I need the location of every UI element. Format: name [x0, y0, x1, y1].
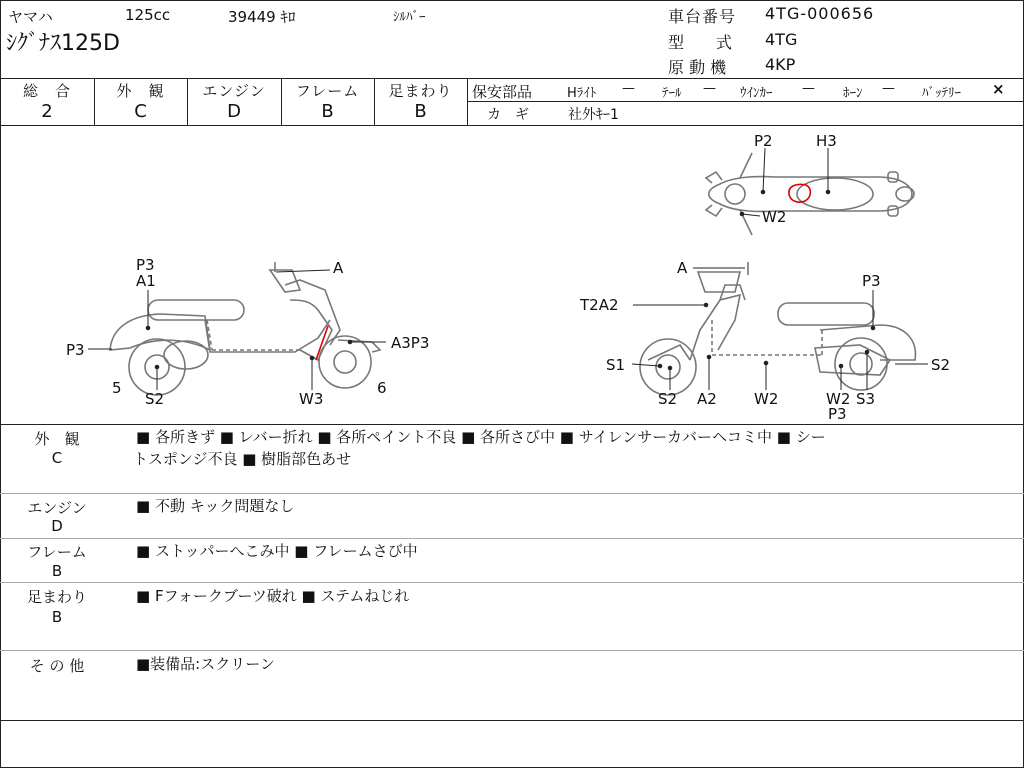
divider-detail-5 — [0, 720, 1024, 721]
grade-value-suspension: B — [414, 101, 427, 122]
grade-value-overall: 2 — [41, 101, 53, 122]
engine-value: 4KP — [765, 55, 796, 74]
safety-mark-winker: — — [802, 81, 815, 96]
label-right-s2-side: S2 — [931, 356, 951, 374]
grade-label-suspension: 足まわり — [388, 82, 453, 100]
safety-mark-horn: — — [882, 81, 895, 96]
detail-label-frame: フレーム — [27, 543, 87, 561]
label-right-t2a2: T2A2 — [580, 296, 619, 314]
label-left-w3: W3 — [299, 390, 324, 408]
divider-detail-2 — [0, 538, 1024, 539]
detail-label-engine: エンジン — [27, 499, 87, 517]
safety-item-winker: ｳｲﾝｶｰ — [740, 86, 773, 101]
safety-mark-battery: × — [992, 80, 1005, 98]
frame-number: 4TG-000656 — [765, 4, 875, 23]
key-value: 社外ｷｰ1 — [568, 107, 619, 123]
safety-label: 保安部品 — [472, 83, 533, 101]
detail-text-engine: ■ 不動 キック問題なし — [136, 497, 295, 515]
label-right-w2: W2 — [754, 390, 779, 408]
label-top-p2: P2 — [754, 132, 773, 150]
label-right-s3: S3 — [856, 390, 876, 408]
grade-value-engine: D — [227, 101, 241, 122]
grade-label-engine: エンジン — [202, 82, 266, 100]
label-left-6: 6 — [377, 379, 387, 397]
type-value: 4TG — [765, 30, 798, 49]
detail-grade-engine: D — [51, 517, 63, 535]
grade-label-exterior: 外 観 — [116, 82, 165, 100]
label-right-w2-rear: W2 — [826, 390, 851, 408]
safety-item-horn: ﾎｰﾝ — [843, 86, 863, 101]
divider-detail-4 — [0, 650, 1024, 651]
safety-item-battery: ﾊﾞｯﾃﾘｰ — [922, 86, 961, 101]
type-label: 型 式 — [668, 33, 733, 52]
label-right-p3: P3 — [862, 272, 881, 290]
detail-grade-frame: B — [51, 562, 63, 580]
label-left-a: A — [333, 259, 344, 277]
detail-grade-exterior: C — [51, 449, 63, 467]
maker: ヤマハ — [8, 8, 53, 26]
label-right-a2: A2 — [697, 390, 717, 408]
displacement: 125cc — [125, 6, 171, 24]
label-left-s2: S2 — [145, 390, 165, 408]
model-name: ｼｸﾞﾅｽ125D — [6, 31, 120, 56]
detail-text-suspension: ■ Fフォークブーツ破れ ■ ステムねじれ — [136, 587, 410, 605]
grade-label-frame: フレーム — [295, 82, 360, 100]
label-top-h3: H3 — [816, 132, 837, 150]
label-right-s2: S2 — [658, 390, 678, 408]
safety-item-headlight: Hﾗｲﾄ — [567, 86, 597, 101]
label-left-p3-top: P3 — [136, 256, 155, 274]
divider-detail-3 — [0, 582, 1024, 583]
mileage: 39449 ｷﾛ — [228, 8, 296, 26]
color: ｼﾙﾊﾞｰ — [393, 10, 426, 25]
safety-item-tail: ﾃｰﾙ — [662, 86, 682, 101]
grade-value-frame: B — [321, 101, 334, 122]
label-top-w2: W2 — [762, 208, 787, 226]
grade-value-exterior: C — [134, 101, 147, 122]
divider-detail-1 — [0, 493, 1024, 494]
label-right-s1: S1 — [606, 356, 626, 374]
detail-grade-suspension: B — [51, 608, 63, 626]
key-label: カ ギ — [487, 107, 529, 123]
label-left-a3p3: A3P3 — [391, 334, 430, 352]
label-right-p3-rear: P3 — [828, 405, 847, 423]
detail-label-exterior: 外 観 — [34, 430, 80, 448]
detail-text-other: ■装備品:スクリーン — [136, 655, 275, 673]
detail-text-frame: ■ ストッパーへこみ中 ■ フレームさび中 — [136, 542, 418, 560]
label-left-p3: P3 — [66, 341, 85, 359]
detail-label-suspension: 足まわり — [26, 588, 87, 606]
safety-mark-tail: — — [703, 81, 716, 96]
detail-text-exterior-1: ■ 各所きず ■ レバー折れ ■ 各所ペイント不良 ■ 各所さび中 ■ サイレンサーカバーヘコミ中 ■ シー — [136, 428, 826, 446]
label-right-a: A — [677, 259, 688, 277]
grade-label-overall: 総 合 — [22, 82, 71, 100]
safety-mark-headlight: — — [622, 81, 635, 96]
engine-label: 原 動 機 — [668, 58, 727, 77]
label-left-5: 5 — [112, 379, 122, 397]
detail-text-exterior-2: トスポンジ不良 ■ 樹脂部色あせ — [133, 450, 352, 468]
detail-label-other: そ の 他 — [29, 657, 85, 675]
label-left-a1: A1 — [136, 272, 156, 290]
frame-number-label: 車台番号 — [668, 7, 737, 26]
